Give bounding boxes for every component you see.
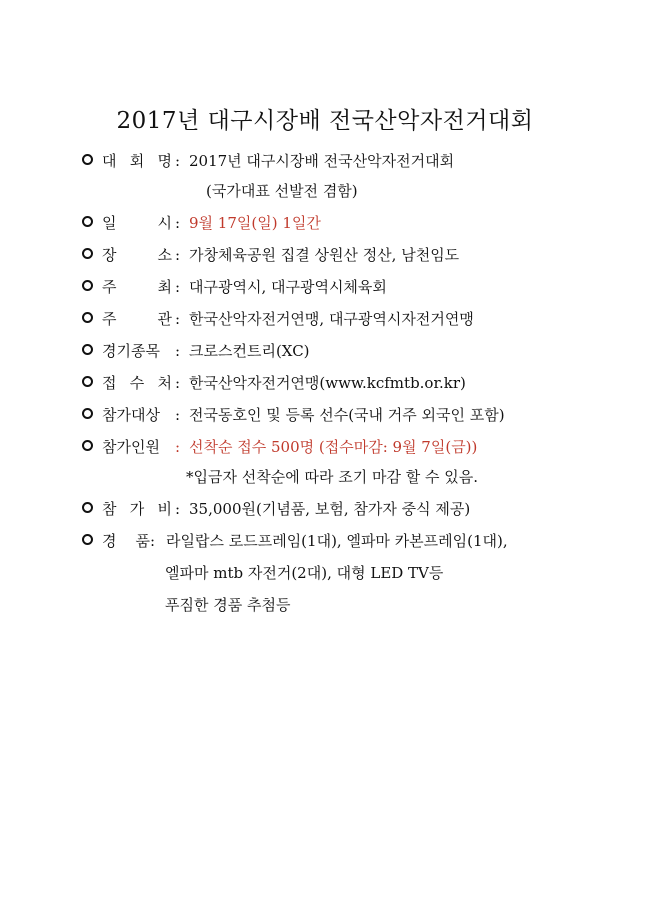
item-prizes bbox=[82, 528, 642, 554]
item-label: 대 회 명 bbox=[102, 152, 172, 170]
item-label: 일 시 bbox=[102, 214, 172, 232]
circle-bullet-icon bbox=[82, 344, 93, 355]
item-note: *입금자 선착순에 따라 조기 마감 할 수 있음. bbox=[186, 468, 478, 486]
circle-bullet-icon bbox=[82, 502, 93, 513]
colon: : bbox=[175, 342, 181, 360]
colon: : bbox=[175, 152, 181, 170]
circle-bullet-icon bbox=[82, 154, 93, 165]
item-label: 주 관 bbox=[102, 310, 172, 328]
circle-bullet-icon bbox=[82, 312, 93, 323]
item-value: 대구광역시, 대구광역시체육회 bbox=[189, 278, 387, 296]
colon: : bbox=[175, 500, 181, 518]
item-label: 참 가 비 bbox=[102, 500, 172, 518]
item-value: 35,000원(기념품, 보험, 참가자 중식 제공) bbox=[189, 500, 471, 518]
item-event-name bbox=[82, 148, 642, 174]
item-label: 참가인원 bbox=[102, 438, 160, 456]
colon: : bbox=[175, 438, 181, 456]
circle-bullet-icon bbox=[82, 248, 93, 259]
item-value-continuation: 푸짐한 경품 추첨등 bbox=[165, 596, 291, 614]
circle-bullet-icon bbox=[82, 216, 93, 227]
colon: : bbox=[175, 374, 181, 392]
item-value-continuation: 엘파마 mtb 자전거(2대), 대형 LED TV등 bbox=[165, 564, 444, 582]
item-event-type bbox=[82, 338, 642, 364]
item-value: 한국산악자전거연맹(www.kcfmtb.or.kr) bbox=[189, 374, 466, 392]
circle-bullet-icon bbox=[82, 408, 93, 419]
item-value: 2017년 대구시장배 전국산악자전거대회 bbox=[189, 152, 455, 170]
item-value: 선착순 접수 500명 (접수마감: 9월 7일(금)) bbox=[189, 438, 478, 456]
item-value: 가창체육공원 집결 상원산 정산, 남천임도 bbox=[189, 246, 460, 264]
colon: : bbox=[150, 532, 156, 550]
item-value: 크로스컨트리(XC) bbox=[189, 342, 310, 360]
item-date bbox=[82, 210, 642, 236]
colon: : bbox=[175, 406, 181, 424]
item-registration bbox=[82, 370, 642, 396]
circle-bullet-icon bbox=[82, 376, 93, 387]
circle-bullet-icon bbox=[82, 440, 93, 451]
item-label: 주 최 bbox=[102, 278, 172, 296]
page-title: 2017년 대구시장배 전국산악자전거대회 bbox=[116, 108, 534, 134]
item-label: 장 소 bbox=[102, 246, 172, 264]
item-value: 라일랍스 로드프레임(1대), 엘파마 카본프레임(1대), bbox=[166, 532, 508, 550]
colon: : bbox=[175, 310, 181, 328]
item-value-continuation: (국가대표 선발전 겸함) bbox=[206, 182, 358, 200]
circle-bullet-icon bbox=[82, 534, 93, 545]
item-host bbox=[82, 274, 642, 300]
item-label: 참가대상 bbox=[102, 406, 160, 424]
colon: : bbox=[175, 278, 181, 296]
item-value: 한국산악자전거연맹, 대구광역시자전거연맹 bbox=[189, 310, 474, 328]
item-capacity bbox=[82, 434, 642, 460]
item-value: 9월 17일(일) 1일간 bbox=[189, 214, 321, 232]
item-label: 경기종목 bbox=[102, 342, 160, 360]
item-fee bbox=[82, 496, 642, 522]
circle-bullet-icon bbox=[82, 280, 93, 291]
colon: : bbox=[175, 214, 181, 232]
colon: : bbox=[175, 246, 181, 264]
item-label: 접 수 처 bbox=[102, 374, 172, 392]
item-label: 경 품 bbox=[102, 532, 150, 550]
item-venue bbox=[82, 242, 642, 268]
item-eligibility bbox=[82, 402, 642, 428]
item-value: 전국동호인 및 등록 선수(국내 거주 외국인 포함) bbox=[189, 406, 505, 424]
item-organizer bbox=[82, 306, 642, 332]
